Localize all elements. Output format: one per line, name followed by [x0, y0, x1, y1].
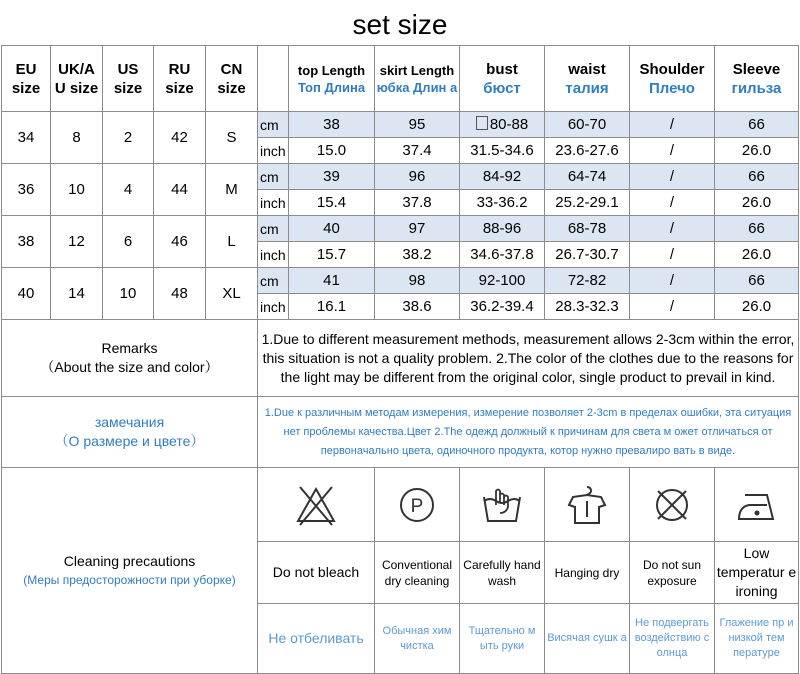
remarks-subtitle: （About the size and color） [40, 359, 219, 375]
measurement-cell: / [630, 190, 715, 216]
header-unit-blank [258, 46, 289, 112]
care-ru-3: Висячая сушк а [545, 604, 630, 674]
remarks-label [2, 320, 258, 397]
measurement-cell: 98 [375, 268, 460, 294]
header-top-en: top Length [297, 62, 366, 78]
size-eu-cell: 36 [2, 164, 51, 216]
measurement-cell: / [630, 268, 715, 294]
header-eu: EU size [2, 46, 51, 112]
header-sleeve-ru: гильза [731, 79, 782, 97]
measurement-value: 80-88 [489, 116, 529, 133]
size-uk-cell: 14 [51, 268, 103, 320]
header-skirt-length [375, 46, 460, 112]
header-shoulder-en: Shoulder [639, 60, 705, 78]
measurement-cell: 37.4 [375, 138, 460, 164]
measurement-cell: 33-36.2 [460, 190, 545, 216]
measurement-cell: 84-92 [460, 164, 545, 190]
size-table [1, 45, 799, 674]
header-cn: CN size [206, 46, 258, 112]
remarks-title: Remarks [101, 340, 158, 356]
measurement-cell: / [630, 138, 715, 164]
size-eu-cell: 38 [2, 216, 51, 268]
size-ru-cell: 42 [154, 112, 206, 164]
size-row-cm [2, 268, 799, 294]
size-ru-cell: 44 [154, 164, 206, 216]
unit-label: inch [258, 294, 289, 320]
header-shoulder-ru: Плечо [649, 79, 695, 97]
measurement-cell: 36.2-39.4 [460, 294, 545, 320]
measurement-cell: 26.0 [715, 294, 799, 320]
remarks-ru-text: 1.Due к различным методам измерения, измерение позволяет 2-3cm в пределах ошибки, эта ситуация нет проблемы качества.Цвет 2.The одежд должный к причинам для света м ожет отличаться от первоначально цвета, одиночного продукта, котор нужно превалиро вать в виде. [258, 397, 799, 468]
low-iron-icon [733, 483, 781, 527]
unit-label: cm [258, 112, 289, 138]
measurement-cell: 60-70 [545, 112, 630, 138]
care-en-3: Hanging dry [545, 542, 630, 604]
size-rows [2, 112, 799, 320]
size-uk-cell: 10 [51, 164, 103, 216]
size-row-cm [2, 216, 799, 242]
measurement-cell: 66 [715, 112, 799, 138]
unit-label: inch [258, 242, 289, 268]
no-bleach-icon [292, 483, 340, 527]
header-sleeve [715, 46, 799, 112]
size-eu-cell: 40 [2, 268, 51, 320]
measurement-cell: 92-100 [460, 268, 545, 294]
care-ru-1: Обычная хим чистка [375, 604, 460, 674]
measurement-cell: / [630, 216, 715, 242]
care-icon-cell-5 [715, 468, 799, 542]
care-ru-4: Не подвергать воздействию с олнца [630, 604, 715, 674]
header-sleeve-en: Sleeve [732, 60, 781, 78]
care-ru-5: Глажение пр и низкой тем пературе [715, 604, 799, 674]
header-us: US size [103, 46, 154, 112]
header-top-ru: Топ Длина [297, 79, 366, 95]
measurement-cell: 88-96 [460, 216, 545, 242]
measurement-cell: 37.8 [375, 190, 460, 216]
header-bust-ru: бюст [483, 79, 521, 97]
measurement-cell: / [630, 112, 715, 138]
remarks-ru-title: замечания [94, 414, 165, 430]
unit-label: inch [258, 138, 289, 164]
dry-clean-icon [397, 485, 437, 525]
size-ru-cell: 46 [154, 216, 206, 268]
unit-label: cm [258, 216, 289, 242]
header-uk: UK/A U size [51, 46, 103, 112]
measurement-cell: 25.2-29.1 [545, 190, 630, 216]
hand-wash-icon [478, 483, 526, 527]
remarks-row [2, 320, 799, 397]
care-en-5: Low temperatur e ironing [715, 542, 799, 604]
care-icon-row [2, 468, 799, 542]
measurement-cell: 95 [375, 112, 460, 138]
care-ru-0: Не отбеливать [258, 604, 375, 674]
unit-label: cm [258, 268, 289, 294]
measurement-cell: 15.4 [289, 190, 375, 216]
size-row-cm [2, 164, 799, 190]
size-us-cell: 10 [103, 268, 154, 320]
header-skirt-en: skirt Length [379, 62, 455, 78]
measurement-cell: 66 [715, 216, 799, 242]
measurement-cell: 66 [715, 268, 799, 294]
care-en-2: Carefully hand wash [460, 542, 545, 604]
header-bust [460, 46, 545, 112]
size-eu-cell: 34 [2, 112, 51, 164]
no-sun-icon [650, 483, 694, 527]
header-row [2, 46, 799, 112]
size-cn-cell: M [206, 164, 258, 216]
care-en-1: Conventional dry cleaning [375, 542, 460, 604]
remarks-ru-row [2, 397, 799, 468]
remarks-text: 1.Due to different measurement methods, measurement allows 2-3cm within the error, this situation is not a quality problem. 2.The color of the clothes due to the reasons for the light may be different from the original color, single product to prevail in kind. [258, 320, 799, 397]
measurement-cell: 40 [289, 216, 375, 242]
measurement-cell: / [630, 164, 715, 190]
measurement-cell: 15.7 [289, 242, 375, 268]
size-uk-cell: 8 [51, 112, 103, 164]
size-cn-cell: L [206, 216, 258, 268]
measurement-cell: 26.0 [715, 138, 799, 164]
measurement-cell: 28.3-32.3 [545, 294, 630, 320]
unit-label: inch [258, 190, 289, 216]
measurement-cell: 68-78 [545, 216, 630, 242]
header-ru: RU size [154, 46, 206, 112]
care-icon-cell-3 [545, 468, 630, 542]
measurement-cell: 41 [289, 268, 375, 294]
size-row-cm [2, 112, 799, 138]
header-waist [545, 46, 630, 112]
measurement-cell: 39 [289, 164, 375, 190]
care-ru-2: Тщательно м ыть руки [460, 604, 545, 674]
measurement-cell: 26.0 [715, 190, 799, 216]
measurement-cell: 72-82 [545, 268, 630, 294]
measurement-cell: / [630, 242, 715, 268]
size-us-cell: 6 [103, 216, 154, 268]
measurement-cell: 64-74 [545, 164, 630, 190]
measurement-cell: 16.1 [289, 294, 375, 320]
measurement-cell: 34.6-37.8 [460, 242, 545, 268]
measurement-cell: 97 [375, 216, 460, 242]
measurement-cell: 26.7-30.7 [545, 242, 630, 268]
size-cn-cell: S [206, 112, 258, 164]
size-us-cell: 4 [103, 164, 154, 216]
care-icon-cell-4 [630, 468, 715, 542]
care-icon-cell-0 [258, 468, 375, 542]
remarks-ru-label [2, 397, 258, 468]
remarks-ru-subtitle: （О размере и цвете） [54, 433, 205, 449]
measurement-cell: 31.5-34.6 [460, 138, 545, 164]
care-en-4: Do not sun exposure [630, 542, 715, 604]
hanging-dry-icon [565, 483, 609, 527]
header-top-length [289, 46, 375, 112]
measurement-cell: 23.6-27.6 [545, 138, 630, 164]
size-ru-cell: 48 [154, 268, 206, 320]
header-skirt-ru: юбка Длин а [376, 79, 458, 95]
size-us-cell: 2 [103, 112, 154, 164]
header-bust-en: bust [486, 60, 518, 78]
measurement-cell: 96 [375, 164, 460, 190]
unit-label: cm [258, 164, 289, 190]
header-shoulder [630, 46, 715, 112]
measurement-cell: 38.6 [375, 294, 460, 320]
measurement-cell: 15.0 [289, 138, 375, 164]
svg-text:P: P [410, 495, 424, 517]
measurement-cell [460, 112, 545, 138]
header-waist-ru: талия [565, 79, 609, 97]
size-uk-cell: 12 [51, 216, 103, 268]
header-waist-en: waist [568, 60, 606, 78]
measurement-cell: 66 [715, 164, 799, 190]
measurement-cell: 38 [289, 112, 375, 138]
measurement-cell: 26.0 [715, 242, 799, 268]
care-icon-cell-2 [460, 468, 545, 542]
care-en-0: Do not bleach [258, 542, 375, 604]
measurement-cell: / [630, 294, 715, 320]
cleaning-label [2, 468, 258, 674]
care-icon-cell-1 [375, 468, 460, 542]
page-title: set size [352, 9, 448, 40]
cleaning-title: Cleaning precautions [63, 552, 196, 569]
clipboard-icon [476, 116, 488, 130]
cleaning-subtitle: (Меры предосторожности при уборке) [23, 572, 236, 587]
measurement-cell: 38.2 [375, 242, 460, 268]
size-cn-cell: XL [206, 268, 258, 320]
